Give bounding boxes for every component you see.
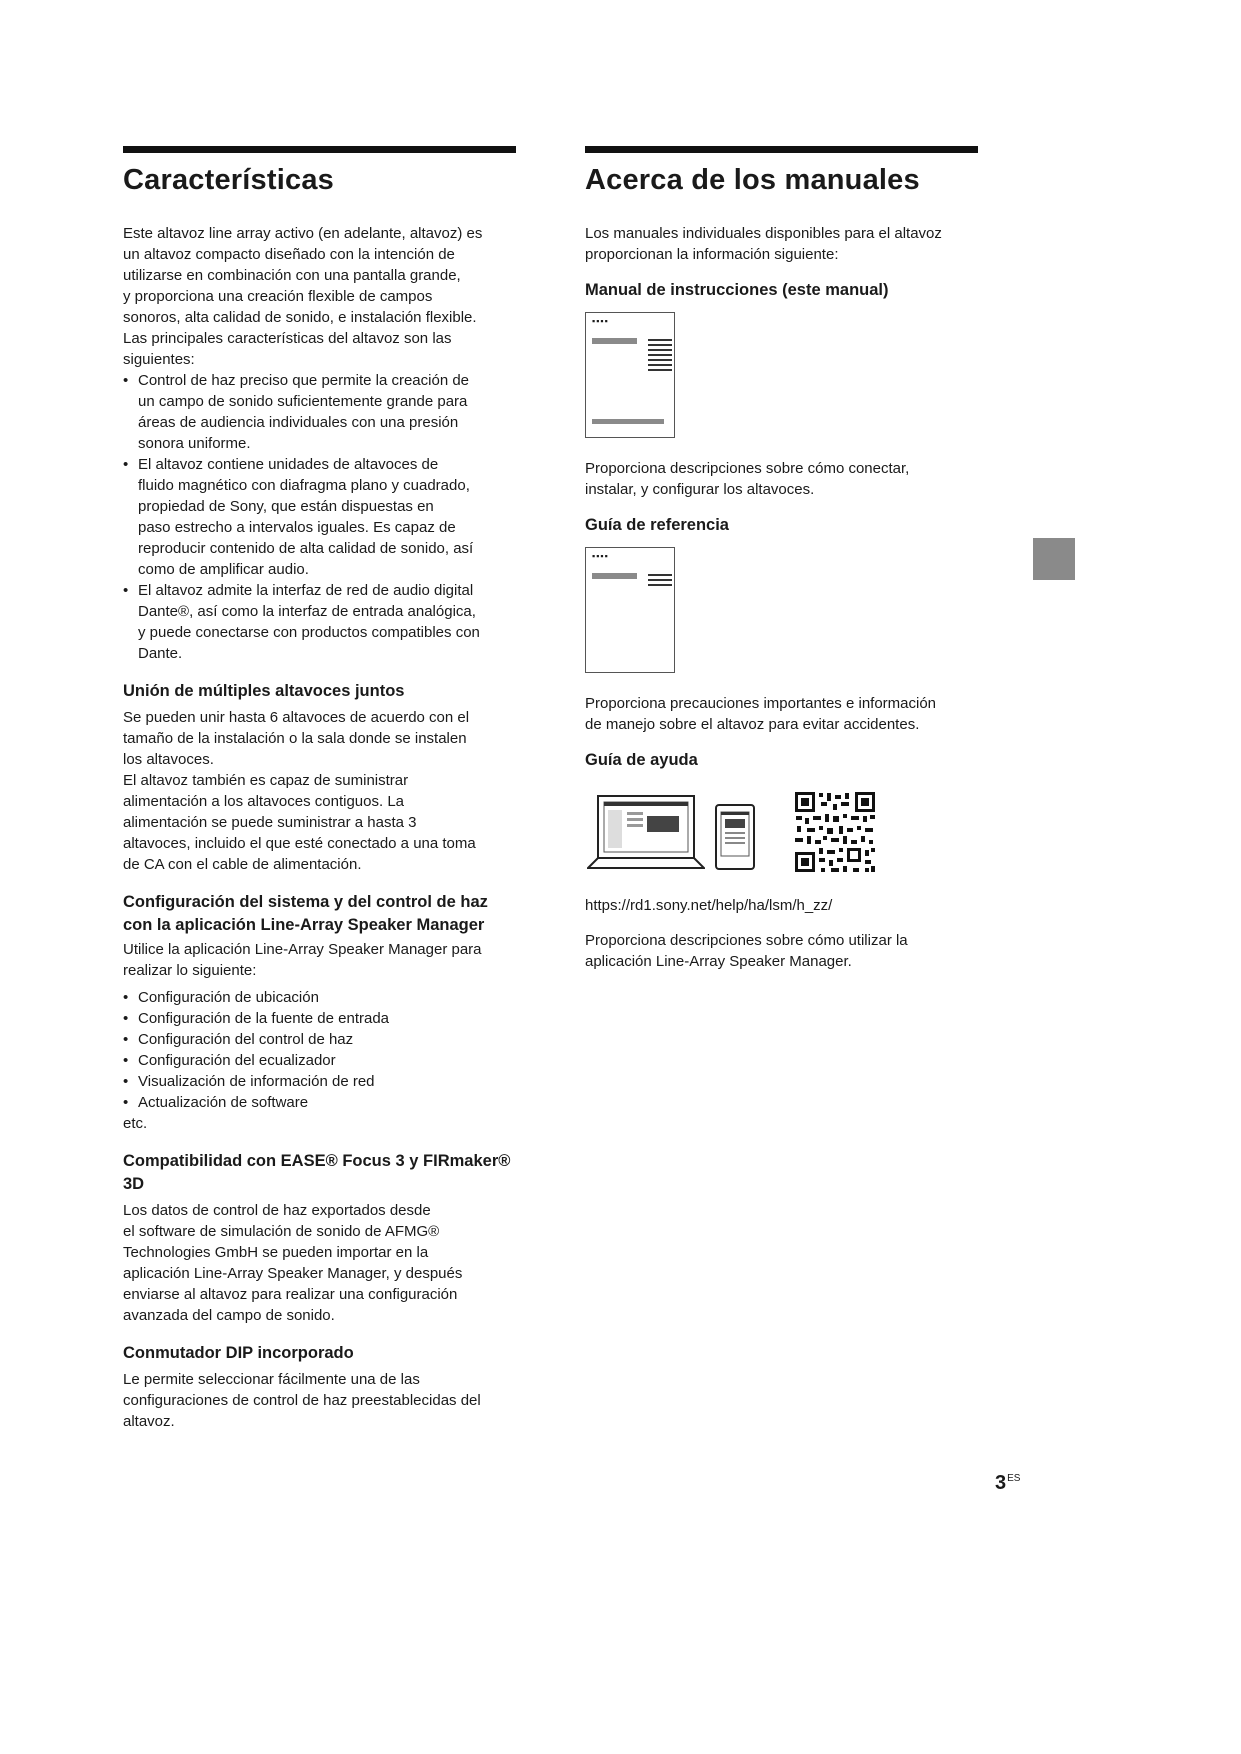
compat-heading: Compatibilidad con EASE® Focus 3 y FIRmaker® 3D [123, 1152, 511, 1193]
manual-document-icon [585, 312, 675, 438]
help-devices-figure [585, 786, 978, 881]
manuals-column [585, 146, 978, 972]
features-title: Características [123, 164, 334, 196]
help-guide-url[interactable]: https://rd1.sony.net/help/ha/lsm/h_zz/ [585, 897, 833, 914]
config-item: • Visualización de información de red [123, 1071, 516, 1092]
reference-heading: Guía de referencia [585, 516, 729, 534]
feature-item: • El altavoz contiene unidades de altavoces de fluido magnético con diafragma plano y cuadrado, propiedad de Sony, que están dispuestas en paso estrecho a intervalos iguales. Es capaz de reproducir contenido de alta calidad de sonido, así como de amplificar audio. [123, 454, 516, 580]
union-heading: Unión de múltiples altavoces juntos [123, 682, 405, 700]
manual-section: Manual de instrucciones (este manual) ▪▪▪▪ Proporciona descripciones sobre cómo conectar, instalar, y configurar los altavoces. [585, 279, 978, 500]
manual-heading: Manual de instrucciones (este manual) [585, 281, 889, 299]
config-item: • Configuración de ubicación [123, 987, 516, 1008]
intro-line: utilizarse en combinación con una pantalla grande, [123, 267, 461, 284]
page-language-code: ES [1007, 1473, 1021, 1485]
section-rule [585, 146, 978, 153]
config-item: • Configuración del control de haz [123, 1029, 516, 1050]
dip-heading: Conmutador DIP incorporado [123, 1344, 354, 1362]
intro-line: y proporciona una creación flexible de campos [123, 288, 433, 305]
reference-section: Guía de referencia ▪▪▪▪ Proporciona precauciones importantes e información de manejo sobre el altavoz para evitar accidentes. [585, 514, 978, 735]
config-item: • Configuración de la fuente de entrada [123, 1008, 516, 1029]
feature-item: • Control de haz preciso que permite la creación de un campo de sonido suficientemente grande para áreas de audiencia individuales con una presión sonora uniforme. [123, 370, 516, 454]
intro-line: Este altavoz line array activo (en adelante, altavoz) es [123, 225, 483, 242]
features-column [123, 146, 516, 1432]
config-item: • Configuración del ecualizador [123, 1050, 516, 1071]
config-heading: Configuración del sistema y del control de haz con la aplicación Line-Array Speaker Manager [123, 893, 488, 934]
config-section: Configuración del sistema y del control de haz con la aplicación Line-Array Speaker Manager Utilice la aplicación Line-Array Speaker Manager para realizar lo siguiente: • Configuración de ubicación • Configuración de la fuente de entrada • Configuración del control de haz • Configuración del ecualizador • Visualización de información de red • Actualización de software etc. [123, 891, 516, 1134]
reference-document-icon [585, 547, 675, 673]
union-section: Unión de múltiples altavoces juntos Se pueden unir hasta 6 altavoces de acuerdo con el tamaño de la instalación o la sala donde se instalen los altavoces. El altavoz también es capaz de suministrar alimentación a los altavoces contiguos. La alimentación se puede suministrar a hasta 3 altavoces, incluido el que esté conectado a una toma de CA con el cable de alimentación. [123, 680, 516, 875]
dip-section: Conmutador DIP incorporado Le permite seleccionar fácilmente una de las configuraciones de control de haz preestablecidas del altavoz. [123, 1342, 516, 1432]
section-rule [123, 146, 516, 153]
help-heading: Guía de ayuda [585, 751, 698, 769]
config-etc: etc. [123, 1115, 148, 1132]
section-tab-marker [1033, 538, 1075, 580]
smartphone-icon [715, 804, 755, 870]
features-intro [123, 223, 516, 370]
laptop-icon [587, 794, 705, 876]
compat-section: Compatibilidad con EASE® Focus 3 y FIRmaker® 3D Los datos de control de haz exportados desde el software de simulación de sonido de AFMG® Technologies GmbH se pueden importar en la aplicación Line-Array Speaker Manager, y después enviarse al altavoz para realizar una configuración avanzada del campo de sonido. [123, 1150, 516, 1326]
thumb-label: ▪▪▪▪ [592, 551, 609, 561]
page-number: $3^{ES}$ [995, 1472, 1021, 1494]
manuals-intro: Los manuales individuales disponibles para el altavoz proporcionan la información siguiente: [585, 225, 942, 263]
config-list [123, 987, 516, 1113]
manuals-title: Acerca de los manuales [585, 164, 920, 196]
feature-item: • El altavoz admite la interfaz de red de audio digital Dante®, así como la interfaz de entrada analógica, y puede conectarse con productos compatibles con Dante. [123, 580, 516, 664]
config-item: • Actualización de software [123, 1092, 516, 1113]
features-list [123, 370, 516, 664]
intro-line: un altavoz compacto diseñado con la intención de [123, 246, 455, 263]
intro-line: sonoros, alta calidad de sonido, e instalación flexible. [123, 309, 477, 326]
intro-line: Las principales características del altavoz son las [123, 330, 452, 347]
help-section: Guía de ayuda https://rd1.sony.net/help/ha/lsm/h_zz/ Proporciona descripciones sobre cómo utilizar la aplicación Line-Array Speaker Manager. [585, 749, 978, 972]
intro-line: siguientes: [123, 351, 195, 368]
thumb-label: ▪▪▪▪ [592, 316, 609, 326]
qr-code-icon [793, 790, 877, 874]
